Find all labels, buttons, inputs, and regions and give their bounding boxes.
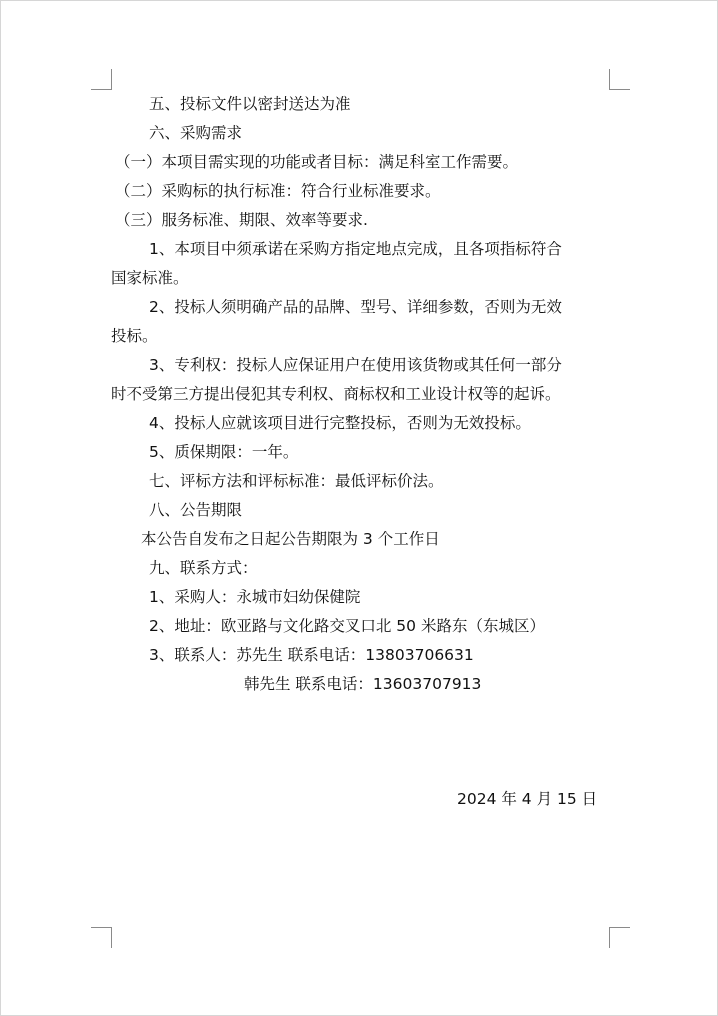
- item-1-line-2: 国家标准。: [111, 269, 189, 287]
- requirement-2: （二）采购标的执行标准：符合行业标准要求。: [115, 182, 441, 200]
- document-date: 2024 年 4 月 15 日: [457, 790, 598, 808]
- requirement-1: （一）本项目需实现的功能或者目标：满足科室工作需要。: [115, 153, 519, 171]
- section-six-heading: 六、采购需求: [149, 124, 243, 142]
- crop-mark-bottom-left: [91, 927, 112, 948]
- item-1-line-1: 1、本项目中须承诺在采购方指定地点完成，且各项指标符合: [149, 240, 562, 258]
- crop-mark-bottom-right: [609, 927, 630, 948]
- section-five-heading: 五、投标文件以密封送达为准: [149, 95, 351, 113]
- contact-person-1: 3、联系人：苏先生 联系电话：13803706631: [149, 646, 474, 664]
- item-3-line-1: 3、专利权：投标人应保证用户在使用该货物或其任何一部分: [149, 356, 562, 374]
- crop-mark-top-right: [609, 69, 630, 90]
- item-4: 4、投标人应就该项目进行完整投标，否则为无效投标。: [149, 414, 531, 432]
- item-2-line-1: 2、投标人须明确产品的品牌、型号、详细参数，否则为无效: [149, 298, 562, 316]
- item-3-line-2: 时不受第三方提出侵犯其专利权、商标权和工业设计权等的起诉。: [111, 385, 561, 403]
- section-nine-heading: 九、联系方式：: [149, 559, 258, 577]
- item-5: 5、质保期限：一年。: [149, 443, 299, 461]
- requirement-3: （三）服务标准、期限、效率等要求.: [115, 211, 368, 229]
- announcement-period-text: 本公告自发布之日起公告期限为 3 个工作日: [141, 530, 440, 548]
- crop-mark-top-left: [91, 69, 112, 90]
- contact-purchaser: 1、采购人：永城市妇幼保健院: [149, 588, 361, 606]
- contact-address: 2、地址：欧亚路与文化路交叉口北 50 米路东（东城区）: [149, 617, 545, 635]
- item-2-line-2: 投标。: [111, 327, 158, 345]
- section-eight-heading: 八、公告期限: [149, 501, 243, 519]
- contact-person-2: 韩先生 联系电话：13603707913: [244, 675, 482, 693]
- section-seven-heading: 七、评标方法和评标标准：最低评标价法。: [149, 472, 444, 490]
